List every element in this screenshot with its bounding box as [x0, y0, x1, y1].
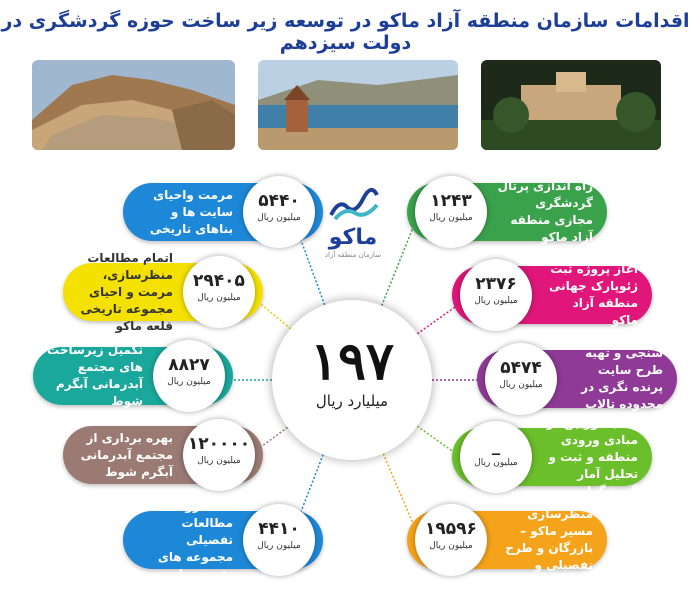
- project-description: مطالعه و اجرای منظرسازی مسیر ماکو – بازرگان و طرح تفصیلی و موضوعی محور: [499, 490, 593, 589]
- project-description: نصب دوربین در مبادی ورودی منطقه و ثبت و تحلیل آمار گردشگران: [546, 415, 638, 498]
- budget-amount: ۱۲۴۳: [430, 191, 472, 211]
- budget-amount: ۱۹۵۹۶: [425, 519, 477, 539]
- project-card: [123, 183, 323, 241]
- budget-unit: میلیون ریال: [167, 377, 211, 387]
- budget-unit: میلیون ریال: [197, 456, 241, 466]
- budget-amount: ۵۴۴۰: [258, 191, 300, 211]
- budget-amount: ۲۹۴۰۵: [193, 271, 245, 291]
- budget-circle: [415, 504, 487, 576]
- budget-circle: [415, 176, 487, 248]
- budget-amount: ۱۲۰۰۰۰: [187, 434, 251, 454]
- budget-circle: [460, 259, 532, 331]
- logo-subtitle: سازمان منطقه آزاد: [324, 251, 382, 259]
- project-description: بهره برداری از مجتمع آبدرمانی آبگرم شوط: [80, 430, 173, 479]
- budget-unit: میلیون ریال: [197, 293, 241, 303]
- total-budget-unit: میلیارد ریال: [315, 392, 389, 410]
- budget-circle: [183, 419, 255, 491]
- project-description: اتمام مطالعات منظرسازی، مرمت و احیای مجموعه تاریخی قلعه ماکو: [80, 250, 173, 333]
- project-card: [407, 490, 607, 589]
- project-card: [452, 262, 652, 327]
- project-card: [452, 415, 652, 498]
- budget-circle: [183, 256, 255, 328]
- project-card: [63, 426, 263, 484]
- budget-amount: ۵۴۷۴: [500, 358, 542, 378]
- project-description: مطالعات امکان سنجی و تهیه طرح سایت پرنده نگری در محدوده تالاب شیولو: [574, 329, 663, 428]
- budget-circle: [243, 176, 315, 248]
- project-description: تکمیل زیرساخت های مجتمع آبدرمانی آبگرم شوط: [47, 343, 143, 408]
- budget-unit: میلیون ریال: [429, 541, 473, 551]
- page-title: اقدامات سازمان منطقه آزاد ماکو در توسعه زیر ساخت حوزه گردشگری در دولت سیزدهم: [1, 10, 690, 54]
- project-description: آغاز پروژه ثبت ژئوپارک جهانی منطقه آزاد ماکو: [548, 262, 638, 327]
- project-card: [33, 343, 233, 408]
- budget-circle: [153, 340, 225, 412]
- project-description: ادامه روند مطالعات تفصیلی مجموعه های تفریحی ارس: [155, 498, 233, 581]
- budget-unit: میلیون ریال: [499, 380, 543, 390]
- logo-name: ماکو: [328, 225, 378, 250]
- budget-unit: میلیون ریال: [474, 296, 518, 306]
- mako-logo-icon: [325, 185, 381, 221]
- budget-unit: میلیون ریال: [257, 541, 301, 551]
- budget-unit: میلیون ریال: [474, 458, 518, 468]
- budget-circle: [485, 343, 557, 415]
- project-card: [407, 179, 607, 244]
- budget-unit: میلیون ریال: [429, 213, 473, 223]
- project-card: [477, 329, 677, 428]
- total-budget-circle: [272, 300, 432, 460]
- project-description: راه اندازی پرتال گردشگری مجازی منطقه آزاد ماکو: [497, 179, 593, 244]
- project-description: مرمت واحیای سایت ها و بناهای تاریخی: [149, 187, 233, 236]
- project-card: [63, 250, 263, 333]
- mako-logo: [317, 185, 389, 259]
- budget-amount: _: [491, 436, 501, 456]
- budget-circle: [243, 504, 315, 576]
- budget-amount: ۴۴۱۰: [258, 519, 300, 539]
- budget-amount: ۸۸۲۷: [168, 355, 210, 375]
- budget-unit: میلیون ریال: [257, 213, 301, 223]
- total-budget-value: ۱۹۷: [310, 331, 394, 392]
- project-card: [123, 498, 323, 581]
- budget-circle: [460, 421, 532, 493]
- budget-amount: ۲۳۷۶: [475, 274, 517, 294]
